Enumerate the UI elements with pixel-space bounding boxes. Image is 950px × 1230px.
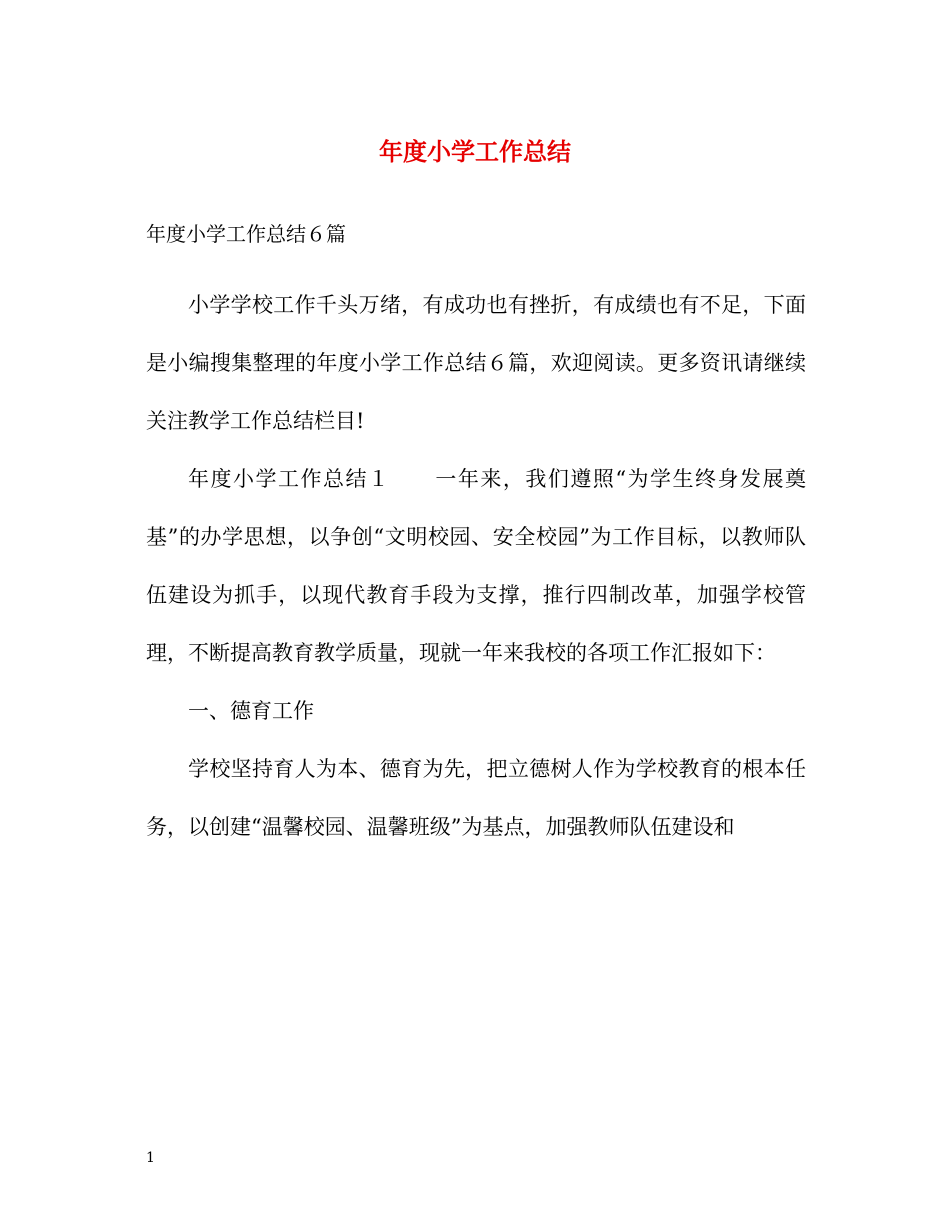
paragraph-moral-education: 学校坚持育人为本、德育为先，把立德树人作为学校教育的根本任务，以创建“温馨校园、温馨班级”为基点，加强教师队伍建设和 <box>146 757 806 839</box>
document-subtitle: 年度小学工作总结６篇 <box>146 222 346 246</box>
page-number: 1 <box>146 1150 155 1166</box>
paragraph-intro: 小学学校工作千头万绪，有成功也有挫折，有成绩也有不足，下面是小编搜集整理的年度小学工作总结６篇，欢迎阅读。更多资讯请继续关注教学工作总结栏目! <box>146 293 806 433</box>
document-title: 年度小学工作总结 <box>379 137 571 166</box>
document-body <box>146 276 806 856</box>
paragraph-summary-1: 年度小学工作总结１ 一年来，我们遵照“为学生终身发展奠基”的办学思想，以争创“文明校园、安全校园”为工作目标，以教师队伍建设为抓手，以现代教育手段为支撑，推行四制改革，加强学校管理，不断提高教育教学质量，现就一年来我校的各项工作汇报如下： <box>146 467 806 665</box>
section-heading-moral-education: 一、德育工作 <box>188 699 314 723</box>
